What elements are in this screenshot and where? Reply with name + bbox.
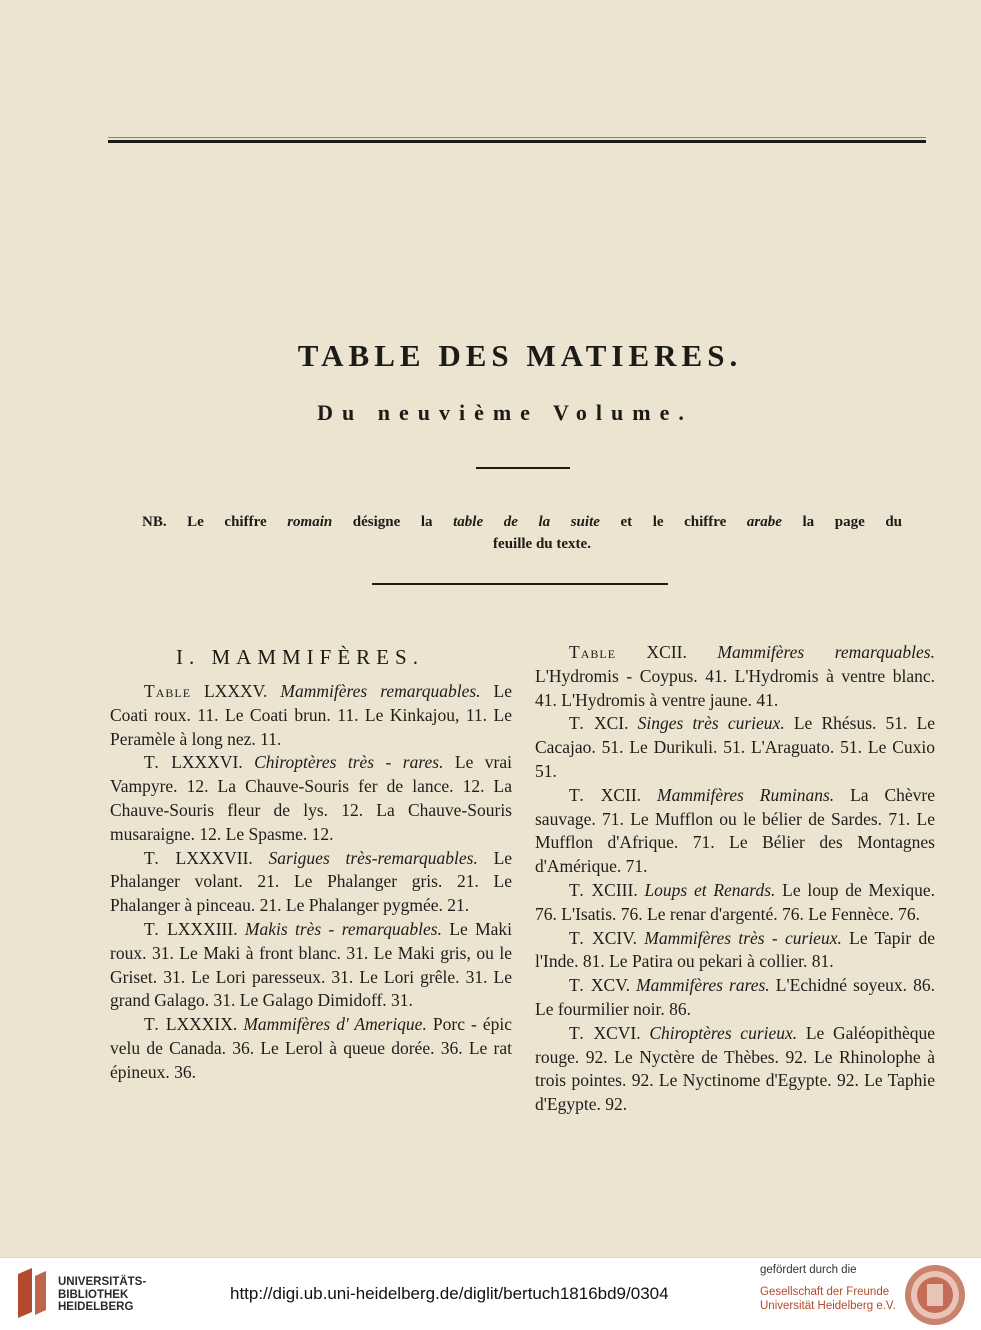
entry-lead: T. <box>144 1014 160 1035</box>
permalink-url[interactable]: http://digi.ub.uni-heidelberg.de/diglit/bertuch1816bd9/0304 <box>230 1284 669 1303</box>
entry-label: XCVI. <box>593 1022 641 1043</box>
entry-text: Le Maki roux. 31. Le Maki à front blanc. 31. Le Maki gris, ou le Griset. 31. Le Lori paresseux. 31. Le Lori grêle. 31. Le grand Galago. 31. Le Galago Dimidoff. 31. <box>110 918 513 1011</box>
note-word: la <box>802 514 815 530</box>
section-heading: I. MAMMIFÈRES. <box>176 645 424 669</box>
top-rule-thin <box>108 137 926 138</box>
toc-entry <box>535 784 935 879</box>
note-word: page <box>834 514 865 530</box>
entry-title: Mammifères remarquables. <box>717 642 935 662</box>
toc-entry <box>110 918 512 1013</box>
note-block <box>142 511 902 555</box>
entry-lead: Table <box>569 642 617 662</box>
note-word: la <box>420 514 433 530</box>
entry-label: XCIV. <box>592 927 637 948</box>
toc-entry <box>110 680 512 751</box>
toc-entry <box>535 974 935 1022</box>
left-column <box>110 680 512 1085</box>
entry-text: L'Echidné soyeux. 86. Le fourmilier noir. 86. <box>535 975 936 1019</box>
entry-lead: T. <box>569 975 585 996</box>
entry-title: Mammifères Ruminans. <box>657 784 835 805</box>
note-word: chiffre <box>684 514 727 530</box>
entry-title: Mammifères très - curieux. <box>644 927 842 948</box>
note-word: de <box>503 514 518 530</box>
entry-text: L'Hydromis - Coypus. 41. L'Hydromis à ventre blanc. 41. L'Hydromis à ventre jaune. 41. <box>535 665 935 710</box>
toc-entry <box>110 1013 512 1084</box>
entry-title: Mammifères rares. <box>636 975 770 996</box>
note-word: et <box>620 514 633 530</box>
entry-text: Porc - épic velu de Canada. 36. Le Lerol à queue dorée. 36. Le rat épineux. 36. <box>110 1014 513 1082</box>
title-divider <box>476 467 570 469</box>
library-name-line: UNIVERSITÄTS- <box>58 1276 147 1288</box>
entry-lead: T. <box>569 927 585 948</box>
note-word: arabe <box>746 514 782 530</box>
entry-title: Sarigues très-remarquables. <box>268 847 478 868</box>
note-divider <box>372 583 668 585</box>
toc-entry <box>535 712 935 783</box>
entry-title: Mammifères d' Amerique. <box>243 1014 427 1035</box>
entry-label: XCII. <box>600 784 642 805</box>
entry-lead: Table <box>144 681 192 701</box>
footer-bar <box>0 1257 981 1330</box>
sponsor-block <box>760 1263 896 1313</box>
entry-label: XCV. <box>590 975 630 996</box>
entry-label: LXXXV. <box>204 681 268 701</box>
toc-entry <box>110 751 512 846</box>
entry-text: Le Galéopithèque rouge. 92. Le Nyctère de Thèbes. 92. Le Rhinolophe à trois pointes. 92. Le Nyctinome d'Egypte. 92. Le Taphie d'Egypte. 92. <box>535 1022 936 1115</box>
entry-lead: T. <box>569 713 585 734</box>
entry-lead: T. <box>569 879 585 900</box>
note-nb: NB. <box>142 514 167 530</box>
toc-entry <box>535 1022 935 1117</box>
note-word: désigne <box>352 514 401 530</box>
right-column <box>535 641 935 1117</box>
entry-text: Le Coati roux. 11. Le Coati brun. 11. Le Kinkajou, 11. Le Peramèle à long nez. 11. <box>110 681 512 749</box>
page-title: TABLE DES MATIERES. <box>297 338 743 373</box>
toc-entry <box>535 641 935 712</box>
page-subtitle: Du neuvième Volume. <box>317 400 693 425</box>
entry-label: LXXXIX. <box>165 1014 238 1035</box>
entry-text: Le Phalanger volant. 21. Le Phalanger gris. 21. Le Phalanger à pinceau. 21. Le Phalanger pygmée. 21. <box>110 847 513 916</box>
note-line-2: feuille du texte. <box>493 536 591 552</box>
entry-text: Le vrai Vampyre. 12. La Chauve-Souris fer de lance. 12. La Chauve-Souris fleur de lys. 12. La Chauve-Souris musaraigne. 12. Le Spasme. 12. <box>110 752 513 844</box>
note-word: la <box>538 514 551 530</box>
toc-entry <box>110 847 512 918</box>
entry-title: Chiroptères curieux. <box>649 1022 798 1043</box>
entry-label: XCIII. <box>591 879 638 900</box>
note-word: le <box>652 514 664 530</box>
sponsor-org-line: Gesellschaft der Freunde <box>760 1286 890 1298</box>
entry-label: LXXXIII. <box>167 918 238 939</box>
entry-lead: T. <box>144 847 160 868</box>
toc-entry <box>535 927 935 975</box>
sponsor-label: gefördert durch die <box>760 1264 857 1276</box>
entry-title: Singes très curieux. <box>637 713 785 734</box>
entry-lead: T. <box>144 918 160 939</box>
library-name-line: HEIDELBERG <box>58 1301 134 1313</box>
entry-lead: T. <box>569 784 585 805</box>
note-word: romain <box>287 514 333 530</box>
note-word: table <box>453 514 484 530</box>
library-logo-icon <box>14 1268 50 1318</box>
toc-entry <box>535 879 935 927</box>
top-rule <box>108 140 926 143</box>
entry-label: XCI. <box>593 713 629 734</box>
entry-label: LXXXVII. <box>175 847 253 868</box>
entry-text: La Chèvre sauvage. 71. Le Mufflon ou le bélier de Sardes. 71. Le Mufflon d'Afrique. 71. Le Bélier des Montagnes d'Amérique. 71. <box>535 784 936 877</box>
entry-title: Loups et Renards. <box>644 879 776 900</box>
entry-title: Makis très - remarquables. <box>244 918 442 939</box>
entry-label: LXXXVI. <box>171 752 243 773</box>
note-word: Le <box>187 514 204 530</box>
entry-text: Le Tapir de l'Inde. 81. Le Patira ou pekari à collier. 81. <box>535 927 936 972</box>
university-seal-icon <box>904 1264 966 1326</box>
entry-text: Le Rhésus. 51. Le Cacajao. 51. Le Durikuli. 51. L'Araguato. 51. Le Cuxio 51. <box>535 713 936 781</box>
sponsor-org-line: Universität Heidelberg e.V. <box>760 1300 896 1312</box>
entry-title: Mammifères remarquables. <box>280 681 481 701</box>
note-word: suite <box>570 514 600 530</box>
note-word: du <box>885 514 902 530</box>
library-logo-text <box>58 1276 146 1314</box>
entry-lead: T. <box>144 752 160 773</box>
note-word: chiffre <box>224 514 267 530</box>
library-name-line: BIBLIOTHEK <box>58 1288 129 1301</box>
entry-title: Chiroptères très - rares. <box>254 752 444 773</box>
entry-lead: T. <box>569 1022 585 1043</box>
entry-label: XCII. <box>646 642 687 662</box>
note-line-1 <box>142 511 902 533</box>
entry-text: Le loup de Mexique. 76. L'Isatis. 76. Le renar d'argenté. 76. Le Fennèce. 76. <box>535 879 936 924</box>
